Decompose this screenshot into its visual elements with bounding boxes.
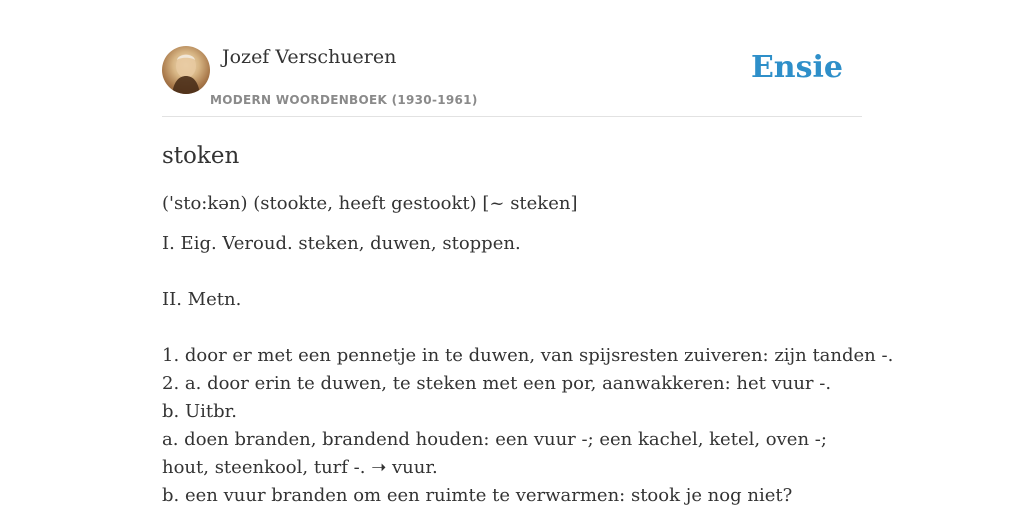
definition-line: b. een vuur branden om een ruimte te verwarmen: stook je nog niet? <box>162 485 793 506</box>
author-name[interactable]: Jozef Verschueren <box>222 46 397 68</box>
blank-line <box>162 258 862 286</box>
author-avatar[interactable] <box>162 46 210 94</box>
source-title[interactable]: MODERN WOORDENBOEK (1930-1961) <box>210 93 478 107</box>
definition-line: b. Uitbr. <box>162 401 237 422</box>
blank-line <box>162 314 862 342</box>
author-portrait-icon <box>162 46 210 94</box>
entry-content <box>162 138 894 510</box>
definition-line: 1. door er met een pennetje in te duwen, van spijsresten zuiveren: zijn tanden -. <box>162 345 894 366</box>
header <box>162 46 862 117</box>
definition-line: 2. a. door erin te duwen, te steken met een por, aanwakkeren: het vuur -. <box>162 373 832 394</box>
entry-pronunciation: ('sto:kən) (stookte, heeft gestookt) [~ steken] <box>162 193 578 214</box>
definition-line: I. Eig. Veroud. steken, duwen, stoppen. <box>162 233 521 254</box>
brand-logo[interactable]: Ensie <box>750 50 843 85</box>
definition-line: a. doen branden, brandend houden: een vuur -; een kachel, ketel, oven -; hout, steenkool, turf -. ➝ vuur. <box>162 429 827 478</box>
entry-headword: stoken <box>162 143 240 169</box>
entry-definition <box>162 230 894 510</box>
definition-line: II. Metn. <box>162 289 242 310</box>
